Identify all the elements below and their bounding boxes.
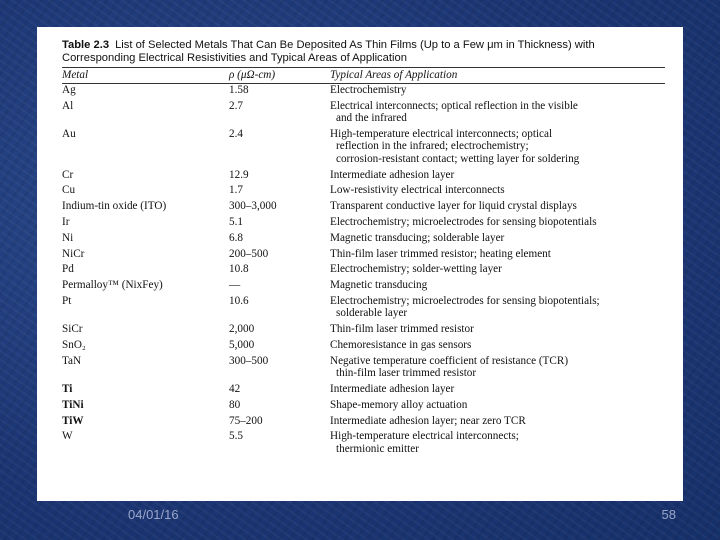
footer-date: 04/01/16 [128, 507, 179, 522]
cell-resistivity: 6.8 [229, 231, 243, 244]
application-line: thin-film laser trimmed resistor [336, 367, 477, 380]
cell-metal: SiCr [62, 323, 83, 336]
application-line: solderable layer [336, 307, 408, 320]
cell-resistivity: 1.58 [229, 84, 249, 96]
table-row [62, 399, 665, 415]
cell-application [330, 184, 665, 200]
application-line: corrosion-resistant contact; wetting layer for soldering [336, 152, 580, 165]
cell-metal: Pd [62, 263, 74, 276]
cell-application [330, 295, 665, 323]
table-row [62, 184, 665, 200]
cell-application [330, 216, 665, 232]
table-row [62, 216, 665, 232]
cell-application [330, 430, 665, 458]
cell-metal: Indium-tin oxide (ITO) [62, 200, 167, 213]
cell-application [330, 279, 665, 295]
application-line: Chemoresistance in gas sensors [330, 338, 472, 351]
table-label: Table 2.3 [62, 39, 110, 51]
cell-resistivity: 2.4 [229, 128, 243, 140]
table-row [62, 263, 665, 279]
application-line: Intermediate adhesion layer [330, 168, 455, 181]
cell-metal: Cr [62, 168, 74, 181]
header-metal: Metal [62, 68, 229, 84]
application-line: thermionic emitter [336, 442, 419, 455]
application-line: Thin-film laser trimmed resistor; heating element [330, 247, 551, 260]
cell-metal: Al [62, 99, 74, 112]
application-line: Thin-film laser trimmed resistor [330, 323, 474, 336]
table-body [62, 84, 665, 459]
application-line: Electrochemistry; solder-wetting layer [330, 263, 502, 276]
cell-metal: Ir [62, 216, 70, 228]
application-line: Shape-memory alloy actuation [330, 398, 468, 411]
table-title-line2: Corresponding Electrical Resistivities and Typical Areas of Application [62, 52, 407, 64]
header-application: Typical Areas of Application [330, 68, 665, 84]
table-row [62, 383, 665, 399]
cell-application [330, 200, 665, 216]
metals-table [62, 68, 665, 459]
cell-application [330, 323, 665, 339]
cell-resistivity: 2.7 [229, 99, 243, 112]
cell-metal: SnO₂ [62, 338, 86, 351]
application-line: Negative temperature coefficient of resistance (TCR) [330, 354, 569, 367]
cell-metal: Ni [62, 231, 74, 244]
table-row [62, 100, 665, 128]
cell-resistivity: 5,000 [229, 338, 255, 351]
cell-metal: Cu [62, 184, 76, 197]
table-row [62, 84, 665, 100]
table-row [62, 355, 665, 383]
cell-metal: NiCr [62, 247, 85, 260]
table-row [62, 200, 665, 216]
application-line: Magnetic transducing [330, 279, 428, 292]
header-row [62, 68, 665, 84]
application-line: Intermediate adhesion layer [330, 382, 455, 395]
cell-metal: Ag [62, 84, 76, 96]
cell-metal: Permalloy™ (NixFey) [62, 279, 163, 292]
table-panel [37, 27, 683, 501]
cell-metal: Au [62, 128, 76, 140]
table-row [62, 415, 665, 431]
application-line: Low-resistivity electrical interconnects [330, 184, 505, 197]
table-row [62, 339, 665, 355]
header-resistivity: ρ (μΩ-cm) [229, 68, 330, 84]
table-row [62, 430, 665, 458]
cell-metal: TaN [62, 354, 82, 367]
table-row [62, 279, 665, 295]
table-title-line1: List of Selected Metals That Can Be Deposited As Thin Films (Up to a Few μm in Thickness) with [115, 39, 595, 51]
application-line: Electrochemistry; microelectrodes for sensing biopotentials [330, 216, 597, 228]
cell-application [330, 399, 665, 415]
cell-application [330, 84, 665, 100]
application-line: Electrical interconnects; optical reflection in the visible [330, 99, 578, 112]
cell-application [330, 248, 665, 264]
application-line: and the infrared [336, 112, 407, 125]
cell-resistivity: 80 [229, 398, 241, 411]
application-line: Electrochemistry; microelectrodes for sensing biopotentials; [330, 294, 600, 307]
cell-resistivity: 2,000 [229, 323, 255, 336]
cell-application [330, 263, 665, 279]
cell-application [330, 169, 665, 185]
cell-metal: TiW [62, 414, 84, 427]
application-line: High-temperature electrical interconnects; optical [330, 128, 553, 140]
cell-resistivity: 300–3,000 [229, 200, 277, 213]
cell-resistivity: 75–200 [229, 414, 263, 427]
table-row [62, 248, 665, 264]
cell-application [330, 100, 665, 128]
application-line: Magnetic transducing; solderable layer [330, 231, 505, 244]
cell-application [330, 355, 665, 383]
cell-application [330, 383, 665, 399]
cell-resistivity: — [229, 279, 241, 292]
cell-resistivity: 200–500 [229, 247, 269, 260]
application-line: Electrochemistry [330, 84, 407, 96]
cell-resistivity: 10.8 [229, 263, 249, 276]
cell-resistivity: 12.9 [229, 168, 249, 181]
cell-resistivity: 5.1 [229, 216, 243, 228]
table-row [62, 295, 665, 323]
cell-application [330, 415, 665, 431]
cell-resistivity: 300–500 [229, 354, 269, 367]
cell-resistivity: 1.7 [229, 184, 243, 197]
cell-resistivity: 42 [229, 382, 241, 395]
table-row [62, 323, 665, 339]
application-line: reflection in the infrared; electrochemistry; [336, 140, 529, 153]
table-caption [62, 39, 665, 65]
table-row [62, 128, 665, 169]
cell-application [330, 339, 665, 355]
table-row [62, 169, 665, 185]
table-row [62, 232, 665, 248]
footer-page-number: 58 [661, 507, 676, 522]
cell-application [330, 128, 665, 169]
cell-application [330, 232, 665, 248]
application-line: Transparent conductive layer for liquid crystal displays [330, 200, 577, 213]
cell-metal: Pt [62, 294, 72, 307]
cell-metal: W [62, 430, 73, 443]
application-line: Intermediate adhesion layer; near zero TCR [330, 414, 526, 427]
cell-resistivity: 5.5 [229, 430, 243, 443]
cell-metal: Ti [62, 382, 73, 395]
cell-resistivity: 10.6 [229, 294, 249, 307]
application-line: High-temperature electrical interconnects; [330, 430, 519, 443]
cell-metal: TiNi [62, 398, 84, 411]
